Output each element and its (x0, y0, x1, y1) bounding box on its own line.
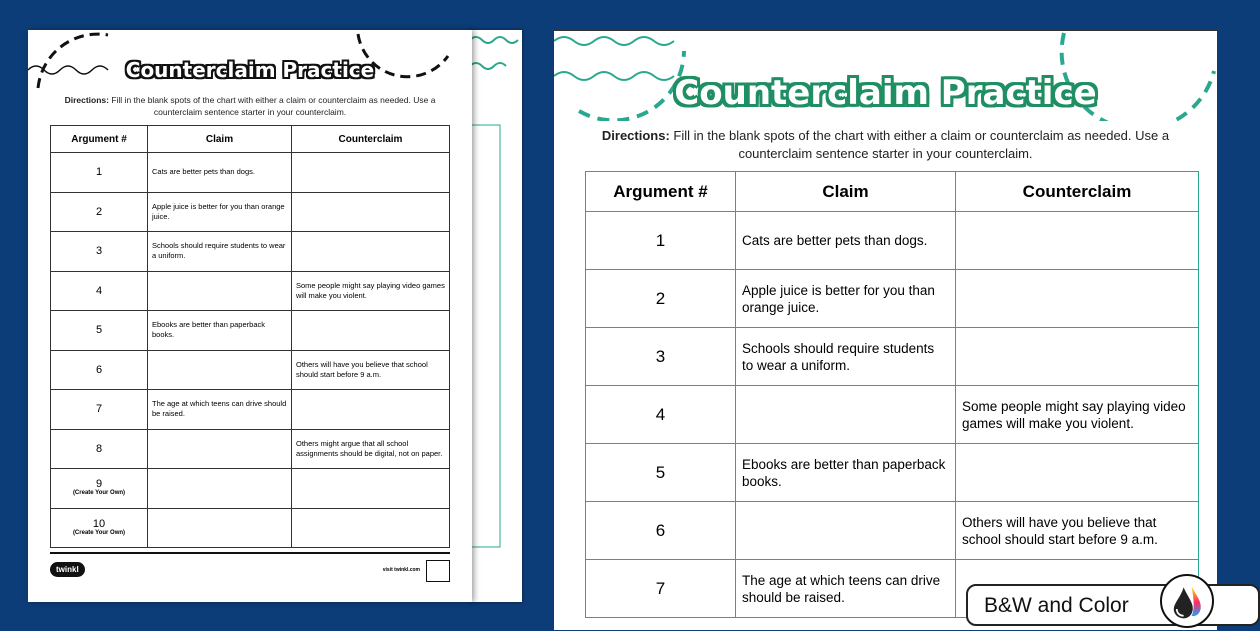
argument-number-text: 4 (95, 284, 103, 297)
argument-table (585, 171, 1199, 618)
counterclaim-cell[interactable] (292, 311, 450, 351)
counterclaim-cell[interactable]: Some people might say playing video games will make you violent. (292, 271, 450, 311)
counterclaim-cell[interactable]: Others will have you believe that school should start before 9 a.m. (956, 502, 1199, 560)
badge-label: B&W and Color (984, 594, 1129, 617)
worksheet-bw-page (28, 30, 472, 602)
argument-number-text: 2 (95, 205, 103, 218)
directions-label: Directions: (64, 95, 109, 105)
directions (48, 94, 452, 118)
claim-cell[interactable]: Cats are better pets than dogs. (736, 212, 956, 270)
argument-number-text: 6 (95, 363, 103, 376)
bw-and-color-badge (966, 584, 1260, 626)
header-argument: Argument # (51, 126, 148, 153)
header-argument: Argument # (586, 172, 736, 212)
table-row (586, 328, 1199, 386)
argument-number-text: 8 (95, 442, 103, 455)
argument-number (51, 390, 148, 430)
claim-cell[interactable] (736, 386, 956, 444)
argument-number-text: 1 (95, 166, 103, 179)
counterclaim-cell[interactable] (292, 153, 450, 193)
table-row (51, 350, 450, 390)
claim-cell[interactable]: Ebooks are better than paperback books. (148, 311, 292, 351)
argument-number (586, 386, 736, 444)
directions-text: Fill in the blank spots of the chart with either a claim or counterclaim as needed. Use a counterclaim sentence starter in your counterclaim. (108, 95, 436, 117)
table-row (51, 192, 450, 232)
claim-cell[interactable]: Ebooks are better than paperback books. (736, 444, 956, 502)
table-row (51, 232, 450, 272)
claim-cell[interactable] (148, 508, 292, 548)
counterclaim-cell[interactable] (292, 469, 450, 509)
argument-number (51, 271, 148, 311)
table-row (51, 390, 450, 430)
header-claim: Claim (736, 172, 956, 212)
directions-label: Directions: (601, 128, 670, 143)
claim-cell[interactable]: Apple juice is better for you than orange juice. (148, 192, 292, 232)
counterclaim-cell[interactable] (956, 444, 1199, 502)
argument-number-text: 10 (92, 517, 106, 530)
worksheet-color-back-page (470, 30, 522, 602)
argument-number (586, 270, 736, 328)
directions (584, 127, 1187, 163)
claim-cell[interactable]: The age at which teens can drive should be raised. (148, 390, 292, 430)
table-row (51, 271, 450, 311)
header-counterclaim: Counterclaim (292, 126, 450, 153)
argument-number (51, 469, 148, 509)
argument-number-text: 5 (95, 324, 103, 337)
twinkl-logo: twinkl (50, 562, 85, 577)
argument-number-text: 1 (655, 231, 666, 250)
squiggle-decoration (470, 30, 522, 602)
claim-cell[interactable]: Cats are better pets than dogs. (148, 153, 292, 193)
table-row (586, 386, 1199, 444)
counterclaim-cell[interactable] (292, 390, 450, 430)
argument-number-text: 9 (95, 478, 103, 491)
argument-number (586, 328, 736, 386)
argument-number (51, 192, 148, 232)
counterclaim-cell[interactable] (292, 508, 450, 548)
table-row (586, 444, 1199, 502)
counterclaim-cell[interactable]: Others will have you believe that school should start before 9 a.m. (292, 350, 450, 390)
argument-number-text: 6 (655, 521, 666, 540)
table-row (586, 270, 1199, 328)
claim-cell[interactable]: Schools should require students to wear a uniform. (148, 232, 292, 272)
row-subnote: (Create Your Own) (72, 529, 126, 536)
argument-number (51, 311, 148, 351)
page-title: Counterclaim Practice (674, 73, 1097, 113)
counterclaim-cell[interactable] (292, 192, 450, 232)
argument-number (586, 444, 736, 502)
table-row (51, 429, 450, 469)
claim-cell[interactable] (148, 469, 292, 509)
claim-cell[interactable] (148, 429, 292, 469)
argument-number-text: 2 (655, 289, 666, 308)
argument-number-text: 7 (95, 403, 103, 416)
claim-cell[interactable] (736, 502, 956, 560)
claim-cell[interactable]: Schools should require students to wear a uniform. (736, 328, 956, 386)
table-row (586, 502, 1199, 560)
page-title: Counterclaim Practice (125, 58, 375, 82)
table-row (586, 212, 1199, 270)
argument-table (50, 125, 450, 548)
argument-number (51, 153, 148, 193)
worksheet-color-page (553, 30, 1218, 630)
argument-number (586, 560, 736, 618)
counterclaim-cell[interactable]: Others might argue that all school assignments should be digital, not on paper. (292, 429, 450, 469)
argument-number (51, 350, 148, 390)
argument-number (51, 508, 148, 548)
table-row (51, 153, 450, 193)
argument-number (586, 502, 736, 560)
argument-number-text: 7 (655, 579, 666, 598)
footer (50, 552, 450, 592)
table-row (51, 311, 450, 351)
argument-number-text: 3 (655, 347, 666, 366)
directions-text: Fill in the blank spots of the chart with either a claim or counterclaim as needed. Use a counterclaim sentence starter in your counterclaim. (669, 128, 1170, 161)
claim-cell[interactable] (148, 350, 292, 390)
twinkl-stamp-icon (426, 560, 450, 582)
counterclaim-cell[interactable]: Some people might say playing video games will make you violent. (956, 386, 1199, 444)
argument-number-text: 4 (655, 405, 666, 424)
argument-number (51, 232, 148, 272)
counterclaim-cell[interactable] (956, 270, 1199, 328)
header-claim: Claim (148, 126, 292, 153)
header-counterclaim: Counterclaim (956, 172, 1199, 212)
row-subnote: (Create Your Own) (72, 490, 126, 497)
table-row (51, 508, 450, 548)
claim-cell[interactable]: Apple juice is better for you than orange juice. (736, 270, 956, 328)
ink-drops-icon (1160, 574, 1214, 628)
visit-link: visit twinkl.com (382, 567, 420, 573)
counterclaim-cell[interactable] (956, 212, 1199, 270)
claim-cell[interactable] (148, 271, 292, 311)
argument-number (586, 212, 736, 270)
argument-number-text: 5 (655, 463, 666, 482)
table-row (51, 469, 450, 509)
claim-cell[interactable]: The age at which teens can drive should be raised. (736, 560, 956, 618)
argument-number (51, 429, 148, 469)
counterclaim-cell[interactable] (956, 328, 1199, 386)
counterclaim-cell[interactable] (292, 232, 450, 272)
argument-number-text: 3 (95, 245, 103, 258)
